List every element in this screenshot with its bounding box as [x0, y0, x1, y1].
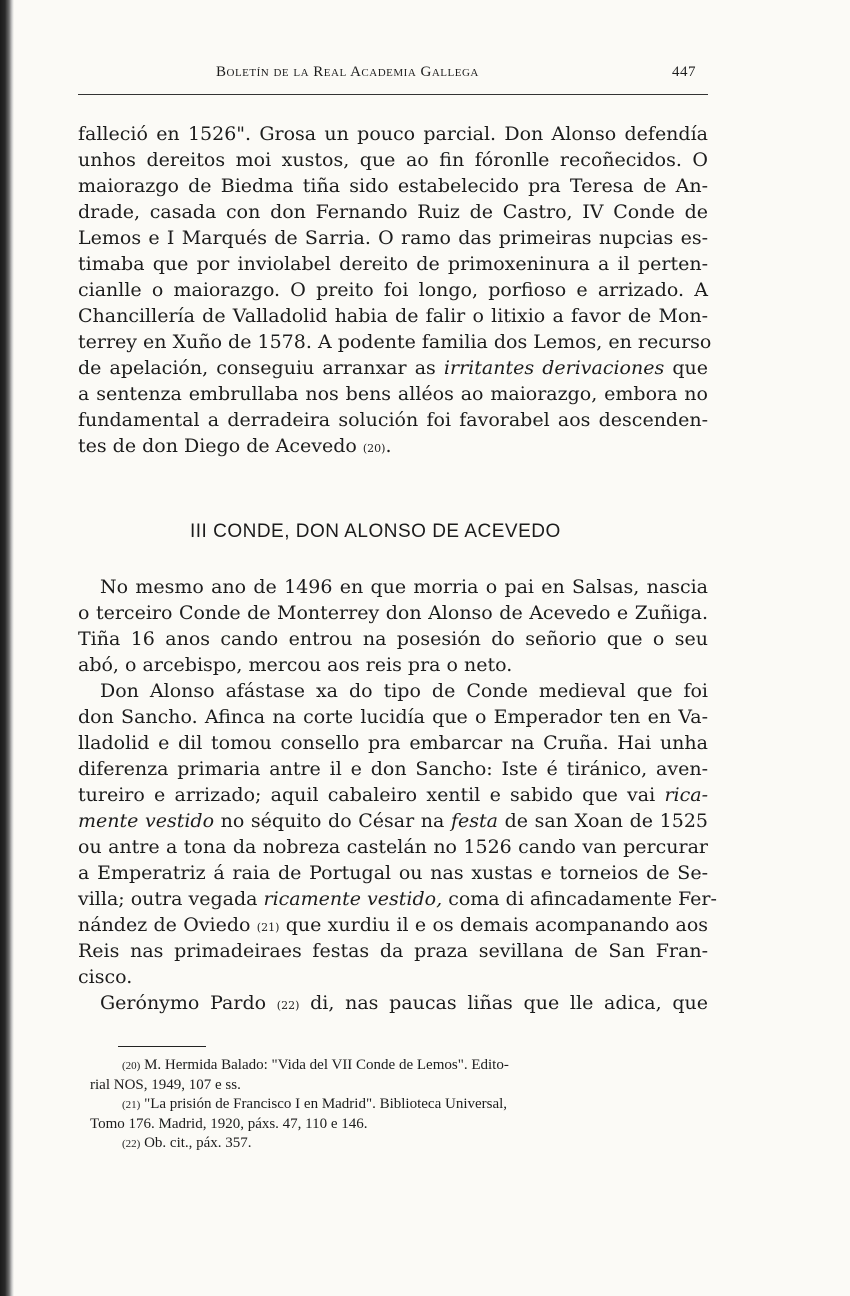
footnote-continuation: rial NOS, 1949, 107 e ss. [90, 1077, 241, 1093]
text-segment: nández de Oviedo [78, 914, 251, 936]
text-segment: Gerónymo Pardo [100, 992, 267, 1014]
footnote-ref: (20) [362, 442, 386, 455]
text-segment: coma di afincadamente Fer- [448, 888, 717, 910]
footnote-rule [118, 1046, 206, 1047]
paragraph-continued [78, 121, 712, 459]
text-segment: no séquito do César na [220, 810, 445, 832]
text-segment: que xurdiu il e os demais acompanando aos [285, 914, 709, 936]
footnote [90, 1095, 720, 1115]
text-line: a sentenza embrullaba nos bens alléos ao maiorazgo, embora no [78, 383, 708, 405]
section-body [78, 574, 717, 1016]
text-segment: tes de don Diego de Acevedo [78, 435, 357, 457]
footnote-text: M. Hermida Balado: "Vida del VII Conde de Lemos". Edito- [144, 1057, 509, 1073]
footnotes [90, 1056, 720, 1154]
text-line: cianlle o maiorazgo. O preito foi longo, porfioso e arrizado. A [78, 279, 708, 301]
italic-phrase: festa [450, 810, 498, 832]
text-line: diferenza primaria antre il e don Sancho: Iste é tiránico, aven- [78, 758, 708, 780]
text-segment: de apelación, conseguiu arranxar as [78, 357, 436, 379]
page-header [78, 64, 710, 86]
text-line: a Emperatriz á raia de Portugal ou nas xustas e torneios de Se- [78, 862, 708, 884]
text-line: cisco. [78, 966, 133, 988]
text-segment: di, nas paucas liñas que lle adica, que [310, 992, 708, 1014]
text-line: drade, casada con don Fernando Ruiz de Castro, IV Conde de [78, 201, 708, 223]
text-line: Reis nas primadeiraes festas da praza sevillana de San Fran- [78, 940, 708, 962]
italic-phrase: ricamente vestido, [263, 888, 443, 910]
running-title: Boletín de la Real Academia Gallega [216, 64, 479, 80]
text-line: don Sancho. Afinca na corte lucidía que o Emperador ten en Va- [78, 706, 708, 728]
text-line: terrey en Xuño de 1578. A podente familia dos Lemos, en recurso [78, 331, 712, 353]
footnote [90, 1134, 720, 1154]
text-segment: de san Xoan de 1525 [504, 810, 709, 832]
text-segment: que [672, 357, 709, 379]
footnote-continuation: Tomo 176. Madrid, 1920, páxs. 47, 110 e 146. [90, 1116, 368, 1132]
italic-phrase: irritantes derivaciones [443, 357, 665, 379]
text-line: Chancillería de Valladolid habia de falir o litixio a favor de Mon- [78, 305, 708, 327]
footnote-text: Ob. cit., páx. 357. [144, 1135, 252, 1151]
footnote-number: (21) [122, 1099, 141, 1111]
footnote-ref: (22) [276, 999, 300, 1012]
text-line: ou antre a tona da nobreza castelán no 1526 cando van percurar [78, 836, 708, 858]
text-line [78, 355, 708, 381]
footnote [90, 1056, 720, 1076]
header-rule [78, 94, 708, 95]
text-line: falleció en 1526". Grosa un pouco parcial. Don Alonso defendía [78, 123, 708, 145]
text-line: No mesmo ano de 1496 en que morria o pai en Salsas, nascia [100, 576, 708, 598]
page-number: 447 [672, 64, 696, 80]
text-line: o terceiro Conde de Monterrey don Alonso de Acevedo e Zuñiga. [78, 602, 708, 624]
footnote-ref: (21) [256, 921, 280, 934]
text-line: maiorazgo de Biedma tiña sido estabelecido pra Teresa de An- [78, 175, 708, 197]
text-line [78, 433, 708, 459]
text-line [78, 990, 708, 1016]
text-line: abó, o arcebispo, mercou aos reis pra o neto. [78, 654, 513, 676]
text-line: Tiña 16 anos cando entrou na posesión do señorio que o seu [78, 628, 708, 650]
text-line: Don Alonso afástase xa do tipo de Conde medieval que foi [100, 680, 708, 702]
section-title: III CONDE, DON ALONSO DE ACEVEDO [190, 521, 561, 542]
text-line: unhos dereitos moi xustos, que ao fin fóronlle recoñecidos. O [78, 149, 708, 171]
footnote-number: (20) [122, 1060, 141, 1072]
book-spine-edge [0, 0, 14, 1296]
text-line [78, 782, 708, 808]
text-line: fundamental a derradeira solución foi favorabel aos descenden- [78, 409, 708, 431]
text-line: Lemos e I Marqués de Sarria. O ramo das primeiras nupcias es- [78, 227, 708, 249]
text-line [78, 886, 717, 912]
text-segment: villa; outra vegada [78, 888, 258, 910]
text-line: timaba que por inviolabel dereito de primoxeninura a il perten- [78, 253, 708, 275]
italic-phrase: mente vestido [78, 810, 215, 832]
italic-phrase: rica- [664, 784, 708, 806]
text-line [78, 808, 708, 834]
text-line: lladolid e dil tomou consello pra embarcar na Cruña. Hai unha [78, 732, 708, 754]
footnote-text: "La prisión de Francisco I en Madrid". Biblioteca Universal, [144, 1096, 508, 1112]
text-line [78, 912, 708, 938]
text-segment: . [385, 435, 392, 457]
footnote-number: (22) [122, 1138, 141, 1150]
text-segment: tureiro e arrizado; aquil cabaleiro xentil e sabido que vai [78, 784, 656, 806]
